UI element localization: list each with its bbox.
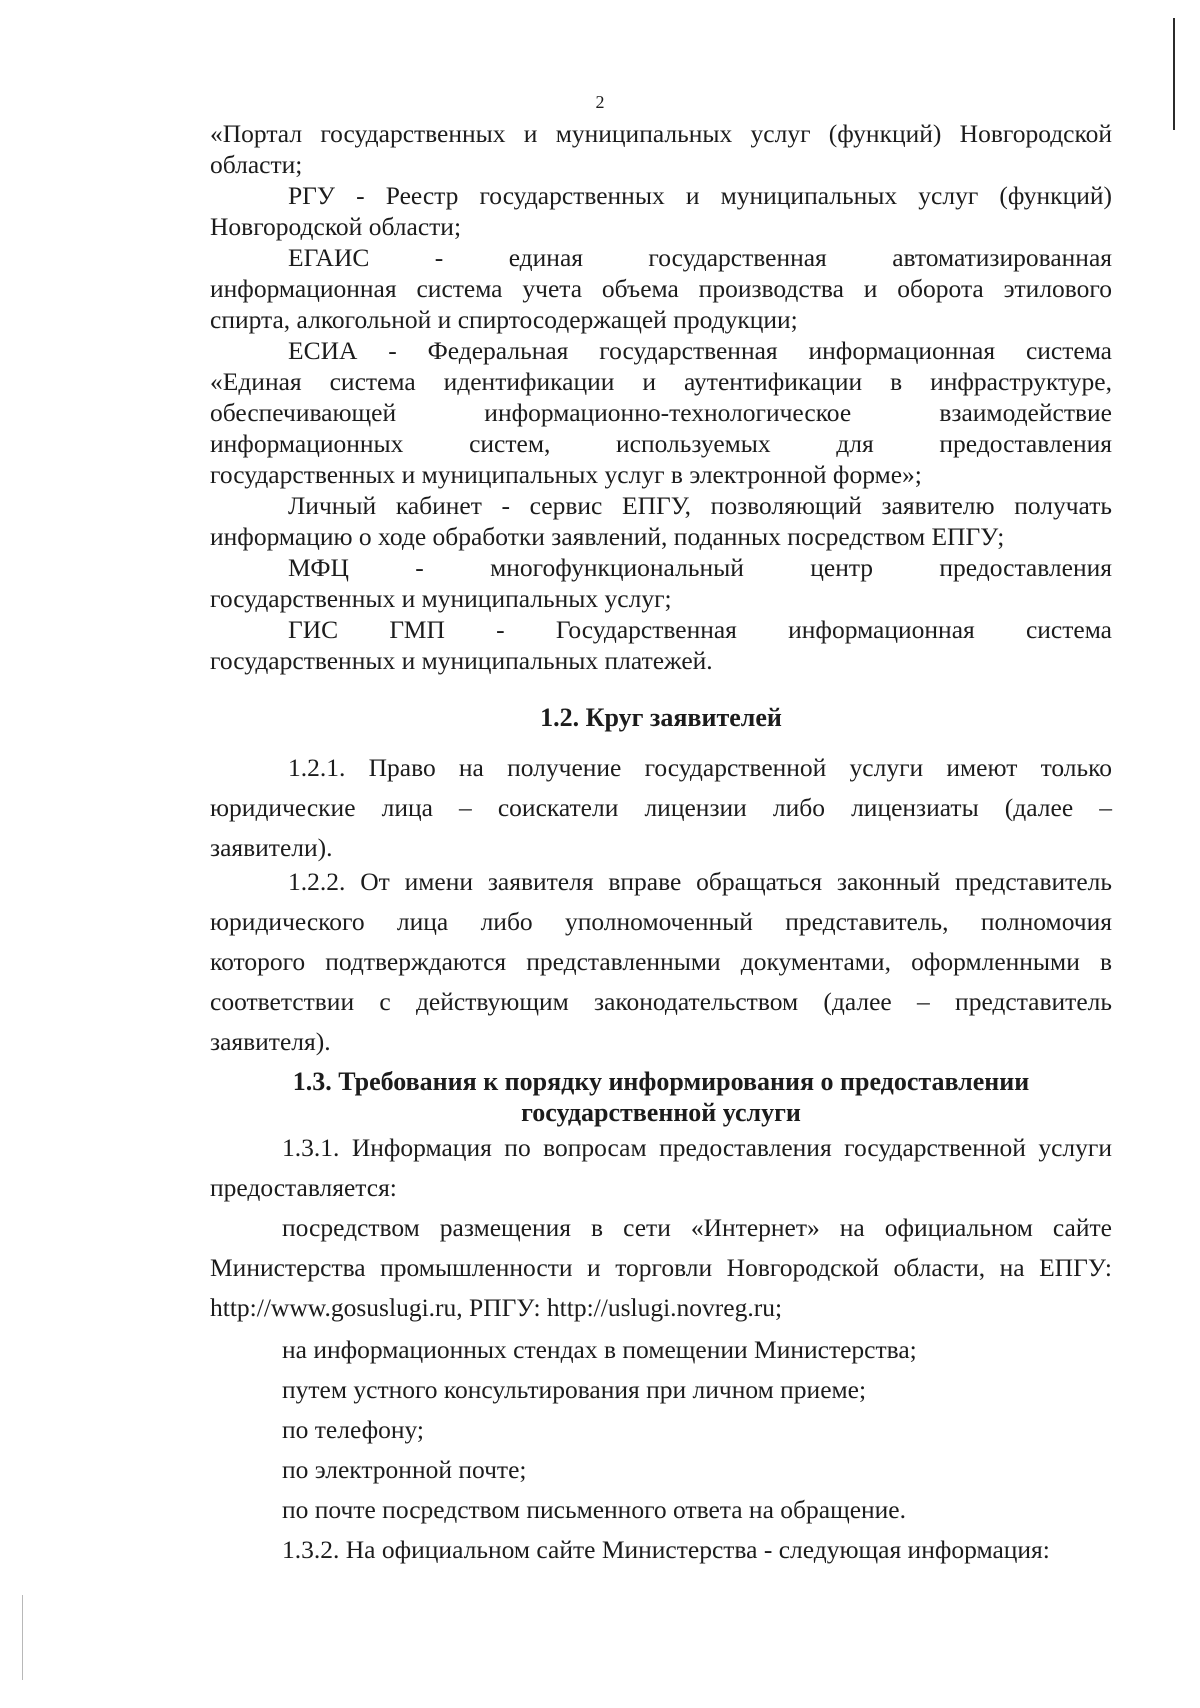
definition-line: государственных и муниципальных услуг в электронной форме»;: [210, 460, 922, 489]
definition-line: обеспечивающей информационно-технологическое взаимодействие: [210, 398, 1112, 427]
definition-line: «Портал государственных и муниципальных услуг (функций) Новгородской: [210, 119, 1112, 148]
definition-line: государственных и муниципальных платежей.: [210, 646, 713, 675]
definition-line: области;: [210, 150, 303, 179]
definition-rgu: [210, 180, 1112, 242]
paragraph-line: заявителя).: [210, 1027, 331, 1056]
list-item: путем устного консультирования при личном приеме;: [282, 1375, 867, 1404]
definition-line: государственных и муниципальных услуг;: [210, 584, 672, 613]
list-item: по телефону;: [282, 1415, 425, 1444]
info-channels-list: [210, 1330, 1112, 1570]
paragraph-line: заявители).: [210, 833, 333, 862]
definition-line: информационная система учета объема производства и оборота этилового: [210, 274, 1112, 303]
list-item: по почте посредством письменного ответа на обращение.: [282, 1495, 907, 1524]
paragraph-line: юридического лица либо уполномоченный представитель, полномочия: [210, 907, 1112, 936]
definition-line: ГИС ГМП - Государственная информационная система: [288, 615, 1112, 644]
definition-epgu-portal: [210, 118, 1112, 180]
definition-gis-gmp: [210, 614, 1112, 676]
list-item: 1.3.2. На официальном сайте Министерства - следующая информация:: [282, 1535, 1050, 1564]
paragraph-1-2-1: [210, 748, 1112, 868]
definition-line: Новгородской области;: [210, 212, 462, 241]
list-item: по электронной почте;: [282, 1455, 527, 1484]
definition-line: РГУ - Реестр государственных и муниципальных услуг (функций): [288, 181, 1112, 210]
definition-egais: [210, 242, 1112, 335]
paragraph-line: посредством размещения в сети «Интернет» на официальном сайте: [282, 1213, 1112, 1242]
section-1-2-title: 1.2. Круг заявителей: [540, 703, 782, 732]
definition-line: МФЦ - многофункциональный центр предоставления: [288, 553, 1112, 582]
definition-line: спирта, алкогольной и спиртосодержащей продукции;: [210, 305, 798, 334]
scan-edge-line: [1173, 18, 1175, 130]
paragraph-line: 1.2.1. Право на получение государственной услуги имеют только: [288, 753, 1112, 782]
section-title-line: 1.3. Требования к порядку информирования о предоставлении: [292, 1067, 1030, 1096]
paragraph-line: которого подтверждаются представленными документами, оформленными в: [210, 947, 1112, 976]
definition-line: ЕСИА - Федеральная государственная информационная система: [288, 336, 1112, 365]
definition-personal-account: [210, 490, 1112, 552]
definition-mfc: [210, 552, 1112, 614]
paragraph-line: предоставляется:: [210, 1173, 397, 1202]
paragraph-line: 1.3.1. Информация по вопросам предоставления государственной услуги: [282, 1133, 1112, 1162]
paragraph-internet: [210, 1208, 1112, 1328]
definition-line: ЕГАИС - единая государственная автоматизированная: [288, 243, 1112, 272]
paragraph-line: http://www.gosuslugi.ru, РПГУ: http://uslugi.novreg.ru;: [210, 1293, 783, 1322]
page-number: 2: [595, 92, 605, 112]
definition-esia: [210, 335, 1112, 490]
scan-edge-mark: [22, 1595, 23, 1680]
paragraph-1-3-1: [210, 1128, 1112, 1208]
section-1-3-title: [210, 1066, 1112, 1128]
definition-line: Личный кабинет - сервис ЕПГУ, позволяющий заявителю получать: [288, 491, 1112, 520]
paragraph-line: 1.2.2. От имени заявителя вправе обращаться законный представитель: [288, 867, 1112, 896]
paragraph-line: юридические лица – соискатели лицензии либо лицензиаты (далее –: [210, 793, 1112, 822]
paragraph-line: Министерства промышленности и торговли Новгородской области, на ЕПГУ:: [210, 1253, 1112, 1282]
definition-line: информацию о ходе обработки заявлений, поданных посредством ЕПГУ;: [210, 522, 1005, 551]
definition-line: «Единая система идентификации и аутентификации в инфраструктуре,: [210, 367, 1112, 396]
paragraph-line: соответствии с действующим законодательством (далее – представитель: [210, 987, 1112, 1016]
definition-line: информационных систем, используемых для предоставления: [210, 429, 1112, 458]
list-item: на информационных стендах в помещении Министерства;: [282, 1335, 917, 1364]
paragraph-1-2-2: [210, 862, 1112, 1062]
section-title-line: государственной услуги: [521, 1098, 801, 1127]
